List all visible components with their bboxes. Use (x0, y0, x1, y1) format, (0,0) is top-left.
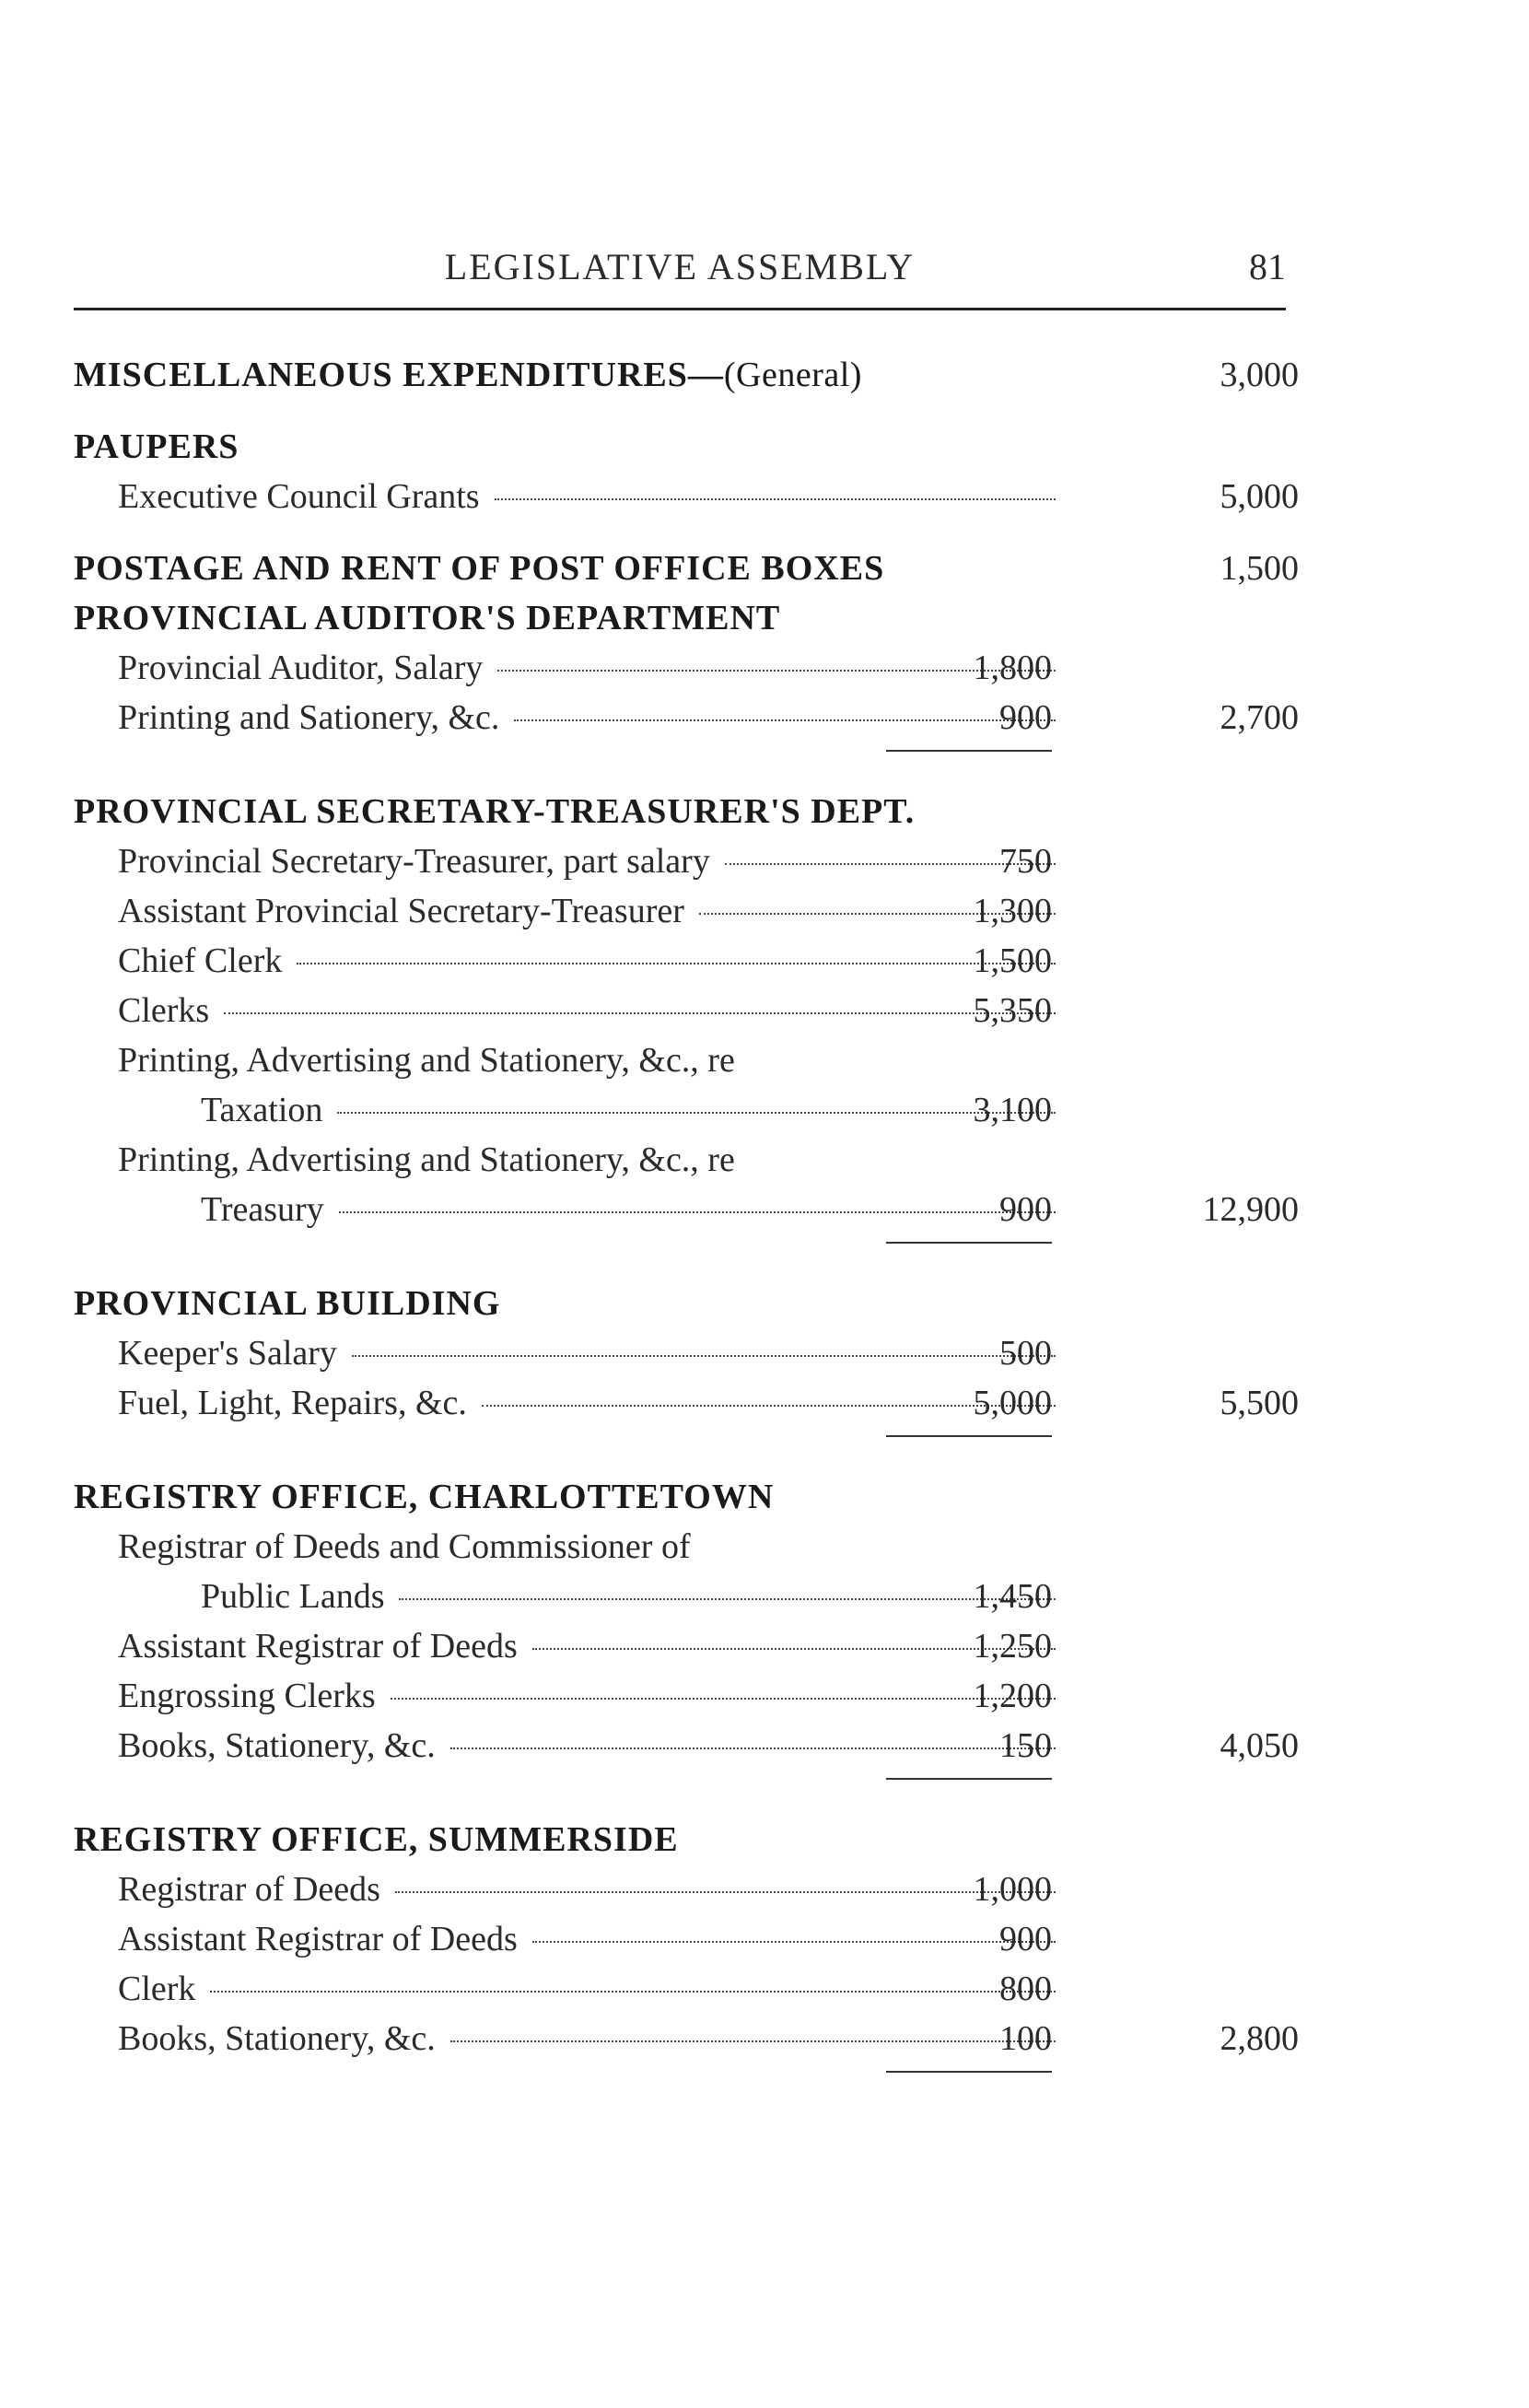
item-amount: 1,500 (973, 941, 1052, 980)
item-amount: 1,300 (973, 892, 1052, 930)
line-item (74, 1328, 1299, 1378)
item-label: Public Lands (201, 1572, 1067, 1621)
line-item (74, 1621, 1299, 1671)
item-label: Books, Stationery, &c. (118, 2014, 1067, 2063)
heading-text: REGISTRY OFFICE, CHARLOTTETOWN (74, 1478, 775, 1516)
section-total: 2,700 (1220, 698, 1299, 737)
item-label: Fuel, Light, Repairs, &c. (118, 1378, 1067, 1428)
heading-text: PROVINCIAL BUILDING (74, 1284, 501, 1323)
line-item (74, 1671, 1299, 1721)
heading-text: MISCELLANEOUS EXPENDITURES— (74, 356, 724, 394)
subtotal-rule (74, 2063, 1299, 2095)
subtotal-rule (74, 1771, 1299, 1802)
item-label: Keeper's Salary (118, 1328, 1067, 1378)
item-amount: 5,000 (973, 1384, 1052, 1422)
heading-text: REGISTRY OFFICE, SUMMERSIDE (74, 1820, 679, 1859)
item-label: Provincial Auditor, Salary (118, 643, 1067, 693)
item-label: Printing and Sationery, &c. (118, 693, 1067, 742)
subtotal-rule (74, 742, 1299, 774)
item-amount: 750 (999, 842, 1052, 881)
line-item (74, 1964, 1299, 2014)
running-title: LEGISLATIVE ASSEMBLY (444, 246, 916, 287)
item-amount: 5,350 (973, 991, 1052, 1030)
heading-text: PROVINCIAL AUDITOR'S DEPARTMENT (74, 599, 781, 637)
line-item (74, 643, 1299, 693)
item-amount: 1,800 (973, 649, 1052, 687)
line-item-continuation (74, 1572, 1299, 1621)
section-heading-provincial-building (74, 1279, 1299, 1328)
line-item (74, 1035, 1299, 1085)
item-label: Executive Council Grants (118, 472, 1067, 521)
item-label: Printing, Advertising and Stationery, &c., re (118, 1140, 735, 1179)
line-item-continuation (74, 1085, 1299, 1135)
item-label: Engrossing Clerks (118, 1671, 1067, 1721)
item-label: Assistant Registrar of Deeds (118, 1914, 1067, 1964)
section-total: 5,500 (1220, 1384, 1299, 1422)
section-total: 2,800 (1220, 2019, 1299, 2058)
item-amount: 900 (999, 1190, 1052, 1229)
item-amount: 1,250 (973, 1627, 1052, 1666)
heading-text: PROVINCIAL SECRETARY-TREASURER'S DEPT. (74, 792, 916, 831)
line-item (74, 936, 1299, 986)
line-item (74, 693, 1299, 742)
section-total: 5,000 (1220, 477, 1299, 516)
item-label: Clerks (118, 986, 1067, 1035)
line-item (74, 1914, 1299, 1964)
item-amount: 100 (999, 2019, 1052, 2058)
item-label: Registrar of Deeds and Commissioner of (118, 1527, 691, 1566)
line-item (74, 1864, 1299, 1914)
item-amount: 900 (999, 1920, 1052, 1958)
item-label: Treasury (201, 1185, 1067, 1234)
line-item (74, 1721, 1299, 1771)
line-item (74, 986, 1299, 1035)
running-head (74, 241, 1286, 297)
subtotal-rule (74, 1428, 1299, 1459)
section-total: 12,900 (1202, 1190, 1299, 1229)
item-amount: 3,100 (973, 1091, 1052, 1129)
item-label: Assistant Provincial Secretary-Treasurer (118, 886, 1067, 936)
section-heading-secretary-treasurer (74, 787, 1299, 836)
item-label: Assistant Registrar of Deeds (118, 1621, 1067, 1671)
section-total: 4,050 (1220, 1726, 1299, 1765)
item-label: Clerk (118, 1964, 1067, 2014)
item-label: Printing, Advertising and Stationery, &c., re (118, 1041, 735, 1080)
line-item (74, 2014, 1299, 2063)
section-heading-miscellaneous (74, 350, 1299, 400)
section-heading-auditor (74, 593, 1299, 643)
section-heading-registry-summerside (74, 1815, 1299, 1864)
section-heading-postage (74, 544, 1299, 593)
item-amount: 1,450 (973, 1577, 1052, 1616)
subtotal-rule (74, 1234, 1299, 1266)
line-item (74, 886, 1299, 936)
item-amount: 500 (999, 1334, 1052, 1373)
line-item (74, 1522, 1299, 1572)
page-number: 81 (1249, 246, 1286, 287)
section-total: 3,000 (1220, 356, 1299, 394)
item-amount: 1,000 (973, 1870, 1052, 1909)
item-amount: 900 (999, 698, 1052, 737)
item-label: Registrar of Deeds (118, 1864, 1067, 1914)
line-item (74, 836, 1299, 886)
line-item (74, 1378, 1299, 1428)
item-label: Chief Clerk (118, 936, 1067, 986)
item-label: Provincial Secretary-Treasurer, part salary (118, 836, 1067, 886)
item-amount: 1,200 (973, 1677, 1052, 1715)
heading-text: POSTAGE AND RENT OF POST OFFICE BOXES (74, 549, 885, 588)
heading-suffix: (General) (723, 356, 862, 394)
dot-leader (495, 498, 1056, 500)
estimates-table (74, 350, 1299, 2095)
header-rule (74, 308, 1286, 310)
section-total: 1,500 (1220, 549, 1299, 588)
section-heading-paupers (74, 422, 1299, 472)
item-amount: 800 (999, 1970, 1052, 2008)
line-item (74, 1135, 1299, 1185)
line-item (74, 472, 1299, 521)
item-label: Books, Stationery, &c. (118, 1721, 1067, 1771)
item-amount: 150 (999, 1726, 1052, 1765)
line-item-continuation (74, 1185, 1299, 1234)
section-heading-registry-charlottetown (74, 1472, 1299, 1522)
heading-text: PAUPERS (74, 427, 239, 466)
item-label: Taxation (201, 1085, 1067, 1135)
